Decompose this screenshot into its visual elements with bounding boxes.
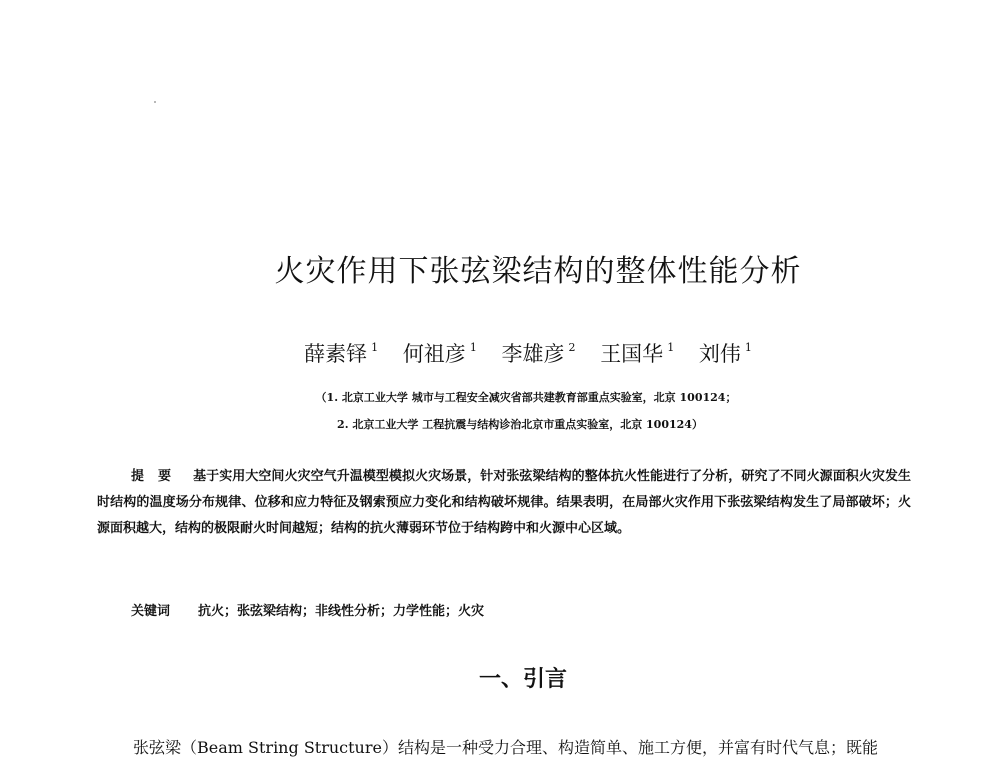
keywords: [131, 600, 484, 619]
abstract: [97, 464, 911, 542]
affiliation-line-1: （1. 北京工业大学 城市与工程安全减灾省部共建教育部重点实验室，北京 100124；: [315, 391, 737, 404]
author: [403, 338, 477, 368]
body-paragraph: 张弦梁（Beam String Structure）结构是一种受力合理、构造简单、施工方便，并富有时代气息；既能: [133, 738, 878, 757]
keywords-label: 关键词: [131, 604, 171, 619]
keywords-text: 抗火；张弦梁结构；非线性分析；力学性能；火灾: [198, 604, 485, 619]
author: [600, 338, 674, 368]
author-affiliation-mark: 1: [667, 341, 675, 354]
affiliation-line-2: 2. 北京工业大学 工程抗震与结构诊治北京市重点实验室，北京 100124）: [337, 418, 703, 431]
abstract-text: 基于实用大空间火灾空气升温模型模拟火灾场景，针对张弦梁结构的整体抗火性能进行了分析，研究了不同火源面积火灾发生时结构的温度场分布规律、位移和应力特征及钢索预应力变化和结构破坏规律。结果表明，在局部火灾作用下张弦梁结构发生了局部破坏；火源面积越大，结构的极限耐火时间越短；结构的抗火薄弱环节位于结构跨中和火源中心区域。: [97, 469, 911, 536]
author: [502, 338, 576, 368]
abstract-label: 提要: [131, 469, 186, 484]
author-affiliation-mark: 1: [469, 341, 477, 354]
author: [699, 338, 752, 368]
author: [304, 338, 378, 368]
section-heading: 一、引言: [478, 667, 567, 692]
author-name: 王国华: [600, 342, 664, 366]
author-affiliation-mark: 2: [568, 341, 576, 354]
author-name: 刘伟: [698, 342, 741, 366]
author-name: 李雄彦: [501, 342, 565, 366]
author-name: 薛素铎: [304, 342, 368, 366]
paper-title: 火灾作用下张弦梁结构的整体性能分析: [274, 254, 802, 290]
author-list: [0, 338, 1000, 368]
scan-speck: [154, 101, 156, 103]
author-affiliation-mark: 1: [371, 341, 379, 354]
author-name: 何祖彦: [402, 342, 466, 366]
author-affiliation-mark: 1: [744, 341, 752, 354]
